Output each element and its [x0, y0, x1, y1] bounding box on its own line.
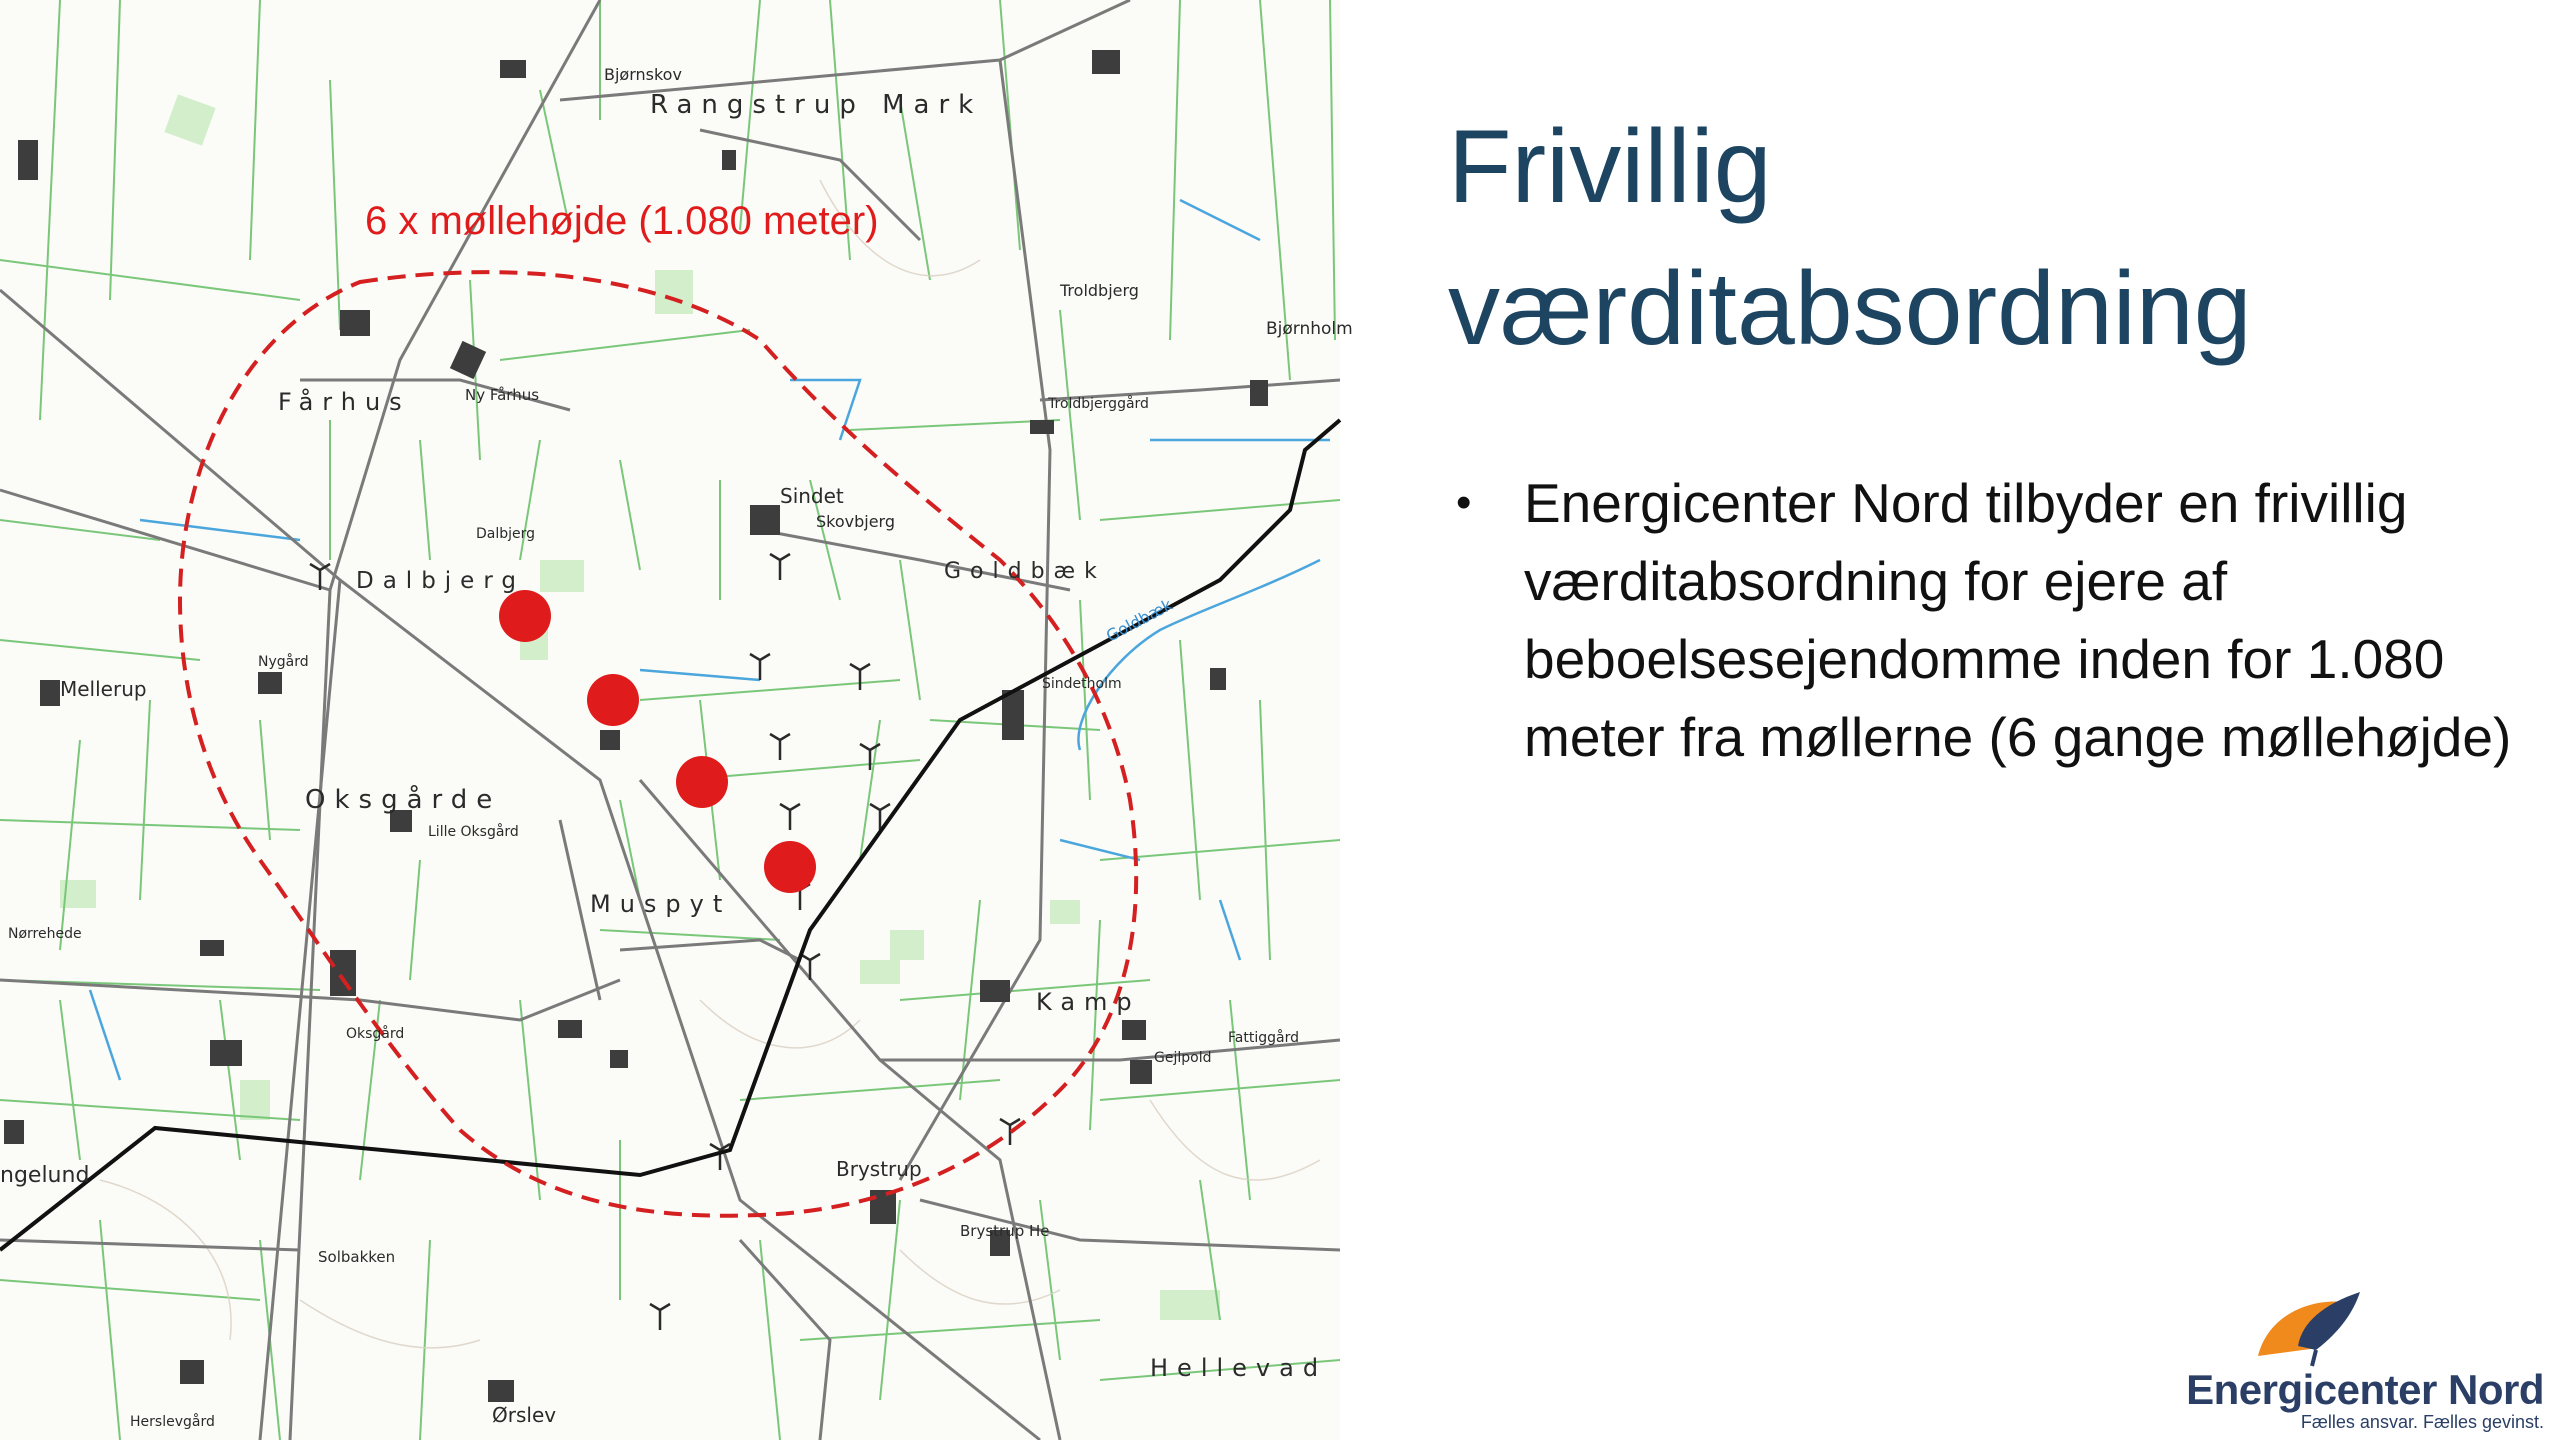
label-sindetholm: Sindetholm — [1042, 676, 1122, 692]
logo-tagline: Fælles ansvar. Fælles gevinst. — [2300, 1412, 2544, 1432]
label-skovbjerg: Skovbjerg — [816, 512, 896, 531]
label-muspyt: Muspyt — [590, 890, 732, 918]
label-orslev: Ørslev — [492, 1403, 557, 1427]
bullet-item — [1448, 464, 2528, 776]
label-troldbjerggard: Troldbjerggård — [1048, 396, 1149, 412]
company-logo — [2160, 1292, 2550, 1432]
turbine-marker — [499, 590, 551, 642]
label-bjornskov: Bjørnskov — [604, 65, 682, 84]
turbine-marker — [587, 674, 639, 726]
label-herslevgard: Herslevgård — [130, 1414, 215, 1430]
radius-label: 6 x møllehøjde (1.080 meter) — [365, 199, 879, 243]
label-fattiggard: Fattiggård — [1228, 1030, 1299, 1046]
turbine-marker — [764, 841, 816, 893]
wind-turbine-logo-icon — [2238, 1286, 2378, 1366]
label-lille-oksgard: Lille Oksgård — [428, 824, 519, 840]
bullet-list — [1448, 464, 2528, 776]
label-engelund: ngelund — [0, 1163, 90, 1188]
slide-title — [1448, 96, 2508, 380]
logo-name: Energicenter Nord — [2186, 1366, 2544, 1413]
label-farhus: Fårhus — [278, 388, 411, 416]
label-dalbjerg-small: Dalbjerg — [476, 526, 536, 542]
label-oksgard: Oksgård — [346, 1026, 405, 1042]
label-oksgarde: Oksgårde — [305, 785, 502, 815]
label-hellevad: Hellevad — [1150, 1354, 1328, 1382]
turbine-marker — [676, 756, 728, 808]
label-brystrup-hede: Brystrup He — [960, 1222, 1050, 1240]
label-troldbjerg: Troldbjerg — [1060, 281, 1139, 300]
bullet-icon: • — [1456, 478, 1472, 527]
label-solbakken: Solbakken — [318, 1248, 396, 1266]
label-goldbaek-stream: Goldbæk — [1102, 594, 1176, 646]
label-gejlpold: Gejlpold — [1154, 1050, 1212, 1066]
label-goldbaek: Goldbæk — [944, 559, 1106, 584]
slide-title-line2: værditabsordning — [1448, 251, 2252, 367]
label-dalbjerg: Dalbjerg — [356, 568, 525, 594]
label-ny-farhus: Ny Fårhus — [465, 386, 540, 404]
label-mellerup: Mellerup — [60, 677, 147, 701]
label-norrehede: Nørrehede — [8, 926, 82, 942]
label-kamp: Kamp — [1036, 988, 1141, 1016]
label-brystrup: Brystrup — [836, 1157, 922, 1181]
label-bjornholm: Bjørnholm — [1266, 319, 1353, 339]
label-sindet: Sindet — [780, 484, 844, 508]
label-rangstrup-mark: Rangstrup Mark — [650, 90, 983, 120]
slide-title-line1: Frivillig — [1448, 109, 1772, 225]
label-nygard: Nygård — [258, 654, 309, 670]
bullet-text: Energicenter Nord tilbyder en frivillig værditabsordning for ejere af beboelsesejendomme inden for 1.080 meter fra møllerne (6 gange møllehøjde) — [1524, 472, 2512, 768]
